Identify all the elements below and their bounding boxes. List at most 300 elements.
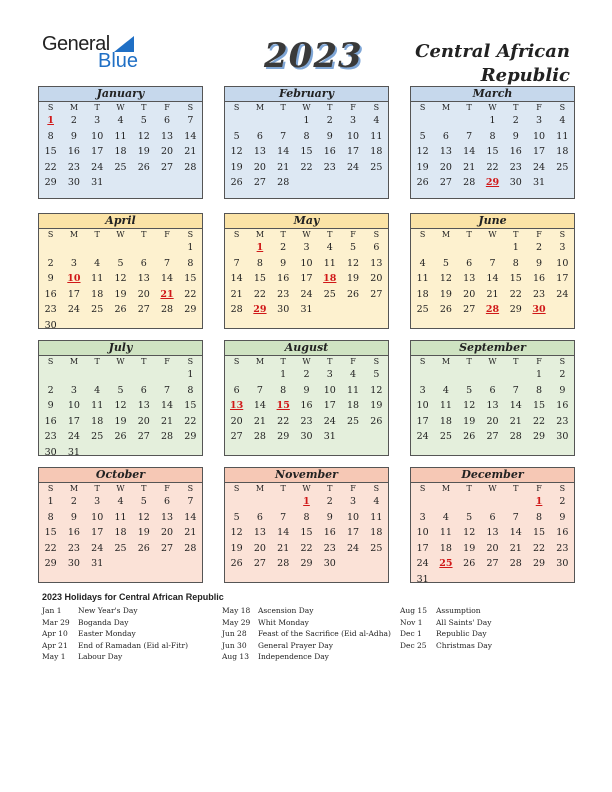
weekday-header: T — [141, 484, 147, 493]
holiday-column — [400, 606, 492, 652]
day-cell: 27 — [137, 304, 150, 316]
empty-cell — [179, 318, 202, 334]
weekday-header: F — [536, 230, 542, 239]
day-cell: 6 — [256, 130, 263, 142]
day-cell: 11 — [556, 130, 569, 142]
empty-cell — [411, 113, 434, 129]
holiday-item — [222, 629, 391, 641]
weekday-header: F — [164, 103, 170, 112]
day-cell: 18 — [91, 288, 104, 300]
day-cell: 22 — [44, 161, 57, 173]
weekday-header: T — [94, 103, 100, 112]
weekday-header: S — [233, 484, 240, 493]
day-cell: 4 — [559, 115, 566, 127]
day-cell: 22 — [300, 542, 313, 554]
weekday-header: M — [69, 357, 79, 366]
empty-cell — [132, 556, 155, 572]
weekday-header: T — [466, 484, 472, 493]
empty-cell — [109, 367, 132, 383]
day-cell: 24 — [556, 288, 569, 300]
day-cell: 14 — [509, 400, 522, 412]
empty-cell — [434, 240, 457, 256]
day-cell: 28 — [184, 542, 197, 554]
day-cell: 22 — [300, 161, 313, 173]
day-cell: 6 — [140, 257, 147, 269]
weekday-header: T — [327, 357, 333, 366]
holiday-date: Jun 28 — [222, 629, 247, 638]
weekday-header: F — [536, 103, 542, 112]
day-cell: 18 — [114, 527, 127, 539]
day-cell: 10 — [416, 400, 429, 412]
holiday-item — [42, 641, 188, 653]
day-cell: 25 — [556, 161, 569, 173]
day-cell: 28 — [277, 558, 290, 570]
empty-cell — [132, 175, 155, 191]
month-december — [410, 467, 575, 583]
empty-cell — [481, 572, 504, 588]
day-cell: 28 — [463, 177, 476, 189]
day-cell: 3 — [419, 384, 426, 396]
day-cell: 24 — [300, 288, 313, 300]
day-cell: 11 — [370, 511, 383, 523]
day-cell: 5 — [373, 369, 380, 381]
day-cell: 9 — [280, 257, 287, 269]
day-cell: 2 — [559, 496, 566, 508]
day-cell: 13 — [253, 527, 266, 539]
day-cell: 15 — [44, 146, 57, 158]
day-cell: 11 — [370, 130, 383, 142]
day-cell: 23 — [277, 288, 290, 300]
day-cell: 27 — [370, 288, 383, 300]
weekday-header: T — [94, 230, 100, 239]
day-cell: 4 — [117, 496, 124, 508]
day-cell: 26 — [137, 161, 150, 173]
empty-cell — [225, 494, 248, 510]
empty-cell — [155, 556, 178, 572]
day-cell: 1 — [187, 369, 194, 381]
weekday-header: S — [373, 103, 380, 112]
day-cell: 4 — [442, 511, 449, 523]
weekday-header: T — [141, 103, 147, 112]
month-title: July — [39, 341, 202, 356]
day-cell: 15 — [533, 400, 546, 412]
weekday-header: F — [164, 230, 170, 239]
empty-cell — [434, 367, 457, 383]
logo-general-text: General — [42, 33, 110, 55]
holiday-day-cell: 10 — [67, 273, 81, 285]
day-cell: 9 — [559, 384, 566, 396]
month-february — [224, 86, 389, 199]
day-cell: 6 — [256, 511, 263, 523]
empty-cell — [155, 445, 178, 461]
day-cell: 8 — [536, 384, 543, 396]
holiday-name: All Saints' Day — [436, 617, 492, 627]
weekday-header: S — [233, 357, 240, 366]
day-cell: 11 — [439, 400, 452, 412]
day-cell: 21 — [184, 527, 197, 539]
weekday-header: S — [559, 484, 566, 493]
day-cell: 16 — [323, 527, 336, 539]
day-cell: 2 — [559, 369, 566, 381]
day-cell: 25 — [370, 161, 383, 173]
weekday-header: M — [255, 103, 265, 112]
weekday-header: S — [47, 230, 54, 239]
day-cell: 23 — [67, 542, 80, 554]
day-cell: 18 — [556, 146, 569, 158]
holidays-list — [42, 592, 582, 661]
empty-cell — [551, 175, 574, 191]
day-cell: 4 — [373, 115, 380, 127]
day-cell: 27 — [161, 542, 174, 554]
day-cell: 28 — [277, 177, 290, 189]
day-cell: 8 — [536, 511, 543, 523]
weekday-header: S — [47, 357, 54, 366]
month-may — [224, 213, 389, 329]
day-cell: 11 — [114, 130, 127, 142]
weekday-header: T — [94, 357, 100, 366]
empty-cell — [504, 367, 527, 383]
day-cell: 17 — [300, 273, 313, 285]
day-cell: 8 — [47, 130, 54, 142]
weekday-header: W — [302, 103, 311, 112]
day-cell: 8 — [280, 384, 287, 396]
day-cell: 30 — [44, 446, 57, 458]
holiday-date: Apr 21 — [42, 640, 68, 650]
day-cell: 28 — [253, 431, 266, 443]
empty-cell — [109, 318, 132, 334]
day-cell: 27 — [463, 304, 476, 316]
day-cell: 7 — [466, 130, 473, 142]
day-cell: 27 — [137, 431, 150, 443]
holiday-day-cell: 18 — [323, 273, 337, 285]
day-cell: 6 — [442, 130, 449, 142]
day-cell: 26 — [463, 431, 476, 443]
day-cell: 16 — [556, 400, 569, 412]
day-cell: 9 — [47, 273, 54, 285]
day-cell: 7 — [280, 511, 287, 523]
day-cell: 30 — [556, 431, 569, 443]
empty-cell — [248, 367, 271, 383]
day-cell: 25 — [439, 431, 452, 443]
day-cell: 3 — [326, 369, 333, 381]
holiday-day-cell: 15 — [276, 400, 290, 412]
holiday-date: Dec 25 — [400, 640, 427, 650]
weekday-header: M — [441, 230, 451, 239]
holiday-day-cell: 1 — [256, 242, 264, 254]
day-cell: 15 — [300, 146, 313, 158]
day-cell: 5 — [117, 257, 124, 269]
day-cell: 9 — [326, 511, 333, 523]
day-cell: 16 — [67, 527, 80, 539]
day-cell: 29 — [184, 431, 197, 443]
weekday-header: W — [488, 484, 497, 493]
empty-cell — [109, 175, 132, 191]
empty-cell — [365, 302, 388, 318]
day-cell: 21 — [486, 288, 499, 300]
day-cell: 23 — [300, 415, 313, 427]
day-cell: 14 — [161, 273, 174, 285]
day-cell: 2 — [47, 384, 54, 396]
holiday-item — [222, 606, 391, 618]
holiday-date: May 29 — [222, 617, 251, 627]
day-cell: 11 — [91, 273, 104, 285]
holiday-day-cell: 28 — [485, 304, 500, 316]
day-cell: 19 — [137, 527, 150, 539]
empty-cell — [341, 429, 364, 445]
day-cell: 20 — [486, 415, 499, 427]
holiday-day-cell: 1 — [303, 496, 310, 508]
day-cell: 21 — [277, 161, 290, 173]
month-april — [38, 213, 203, 329]
month-october — [38, 467, 203, 583]
day-cell: 20 — [253, 542, 266, 554]
month-title: January — [39, 87, 202, 102]
holiday-day-cell: 29 — [485, 177, 500, 189]
day-cell: 3 — [70, 257, 77, 269]
day-cell: 2 — [512, 115, 519, 127]
weekday-header: T — [466, 357, 472, 366]
day-cell: 12 — [137, 511, 150, 523]
day-cell: 4 — [419, 257, 426, 269]
month-title: May — [225, 214, 388, 229]
day-cell: 2 — [70, 496, 77, 508]
day-cell: 30 — [67, 558, 80, 570]
day-cell: 20 — [463, 288, 476, 300]
day-cell: 4 — [326, 242, 333, 254]
weekday-header: F — [536, 484, 542, 493]
day-cell: 20 — [161, 146, 174, 158]
day-cell: 7 — [280, 130, 287, 142]
month-title: October — [39, 468, 202, 483]
month-june — [410, 213, 575, 329]
day-cell: 10 — [91, 511, 104, 523]
empty-cell — [365, 175, 388, 191]
holidays-title: 2023 Holidays for Central African Republic — [42, 592, 224, 602]
day-cell: 18 — [439, 542, 452, 554]
day-cell: 9 — [303, 384, 310, 396]
day-cell: 16 — [533, 273, 546, 285]
day-cell: 22 — [184, 288, 197, 300]
day-cell: 2 — [326, 115, 333, 127]
day-cell: 27 — [486, 431, 499, 443]
weekday-header: T — [327, 103, 333, 112]
weekday-header: S — [559, 357, 566, 366]
day-cell: 31 — [91, 558, 104, 570]
day-cell: 29 — [533, 431, 546, 443]
day-cell: 29 — [44, 558, 57, 570]
day-cell: 16 — [67, 146, 80, 158]
empty-cell — [86, 240, 109, 256]
day-cell: 25 — [114, 161, 127, 173]
day-cell: 7 — [256, 384, 263, 396]
holiday-item — [400, 606, 492, 618]
day-cell: 26 — [370, 415, 383, 427]
weekday-header: F — [536, 357, 542, 366]
day-cell: 15 — [253, 273, 266, 285]
weekday-header: T — [141, 357, 147, 366]
day-cell: 10 — [556, 257, 569, 269]
day-cell: 21 — [463, 161, 476, 173]
weekday-header: S — [187, 357, 194, 366]
day-cell: 14 — [230, 273, 243, 285]
day-cell: 22 — [533, 415, 546, 427]
day-cell: 20 — [486, 542, 499, 554]
weekday-header: T — [280, 484, 286, 493]
day-cell: 14 — [277, 146, 290, 158]
day-cell: 2 — [303, 369, 310, 381]
weekday-header: W — [116, 103, 125, 112]
empty-cell — [272, 113, 295, 129]
weekday-header: S — [233, 103, 240, 112]
empty-cell — [458, 240, 481, 256]
day-cell: 6 — [233, 384, 240, 396]
day-cell: 17 — [91, 146, 104, 158]
empty-cell — [132, 318, 155, 334]
day-cell: 25 — [91, 431, 104, 443]
day-cell: 15 — [509, 273, 522, 285]
day-cell: 20 — [230, 415, 243, 427]
day-cell: 19 — [439, 288, 452, 300]
empty-cell — [458, 572, 481, 588]
day-cell: 12 — [463, 527, 476, 539]
day-cell: 4 — [94, 384, 101, 396]
day-cell: 7 — [233, 257, 240, 269]
day-cell: 23 — [67, 161, 80, 173]
day-cell: 24 — [347, 161, 360, 173]
day-cell: 5 — [140, 496, 147, 508]
day-cell: 19 — [114, 415, 127, 427]
day-cell: 9 — [536, 257, 543, 269]
holiday-item — [42, 606, 188, 618]
empty-cell — [109, 240, 132, 256]
day-cell: 16 — [556, 527, 569, 539]
day-cell: 7 — [187, 496, 194, 508]
day-cell: 7 — [512, 384, 519, 396]
day-cell: 21 — [509, 415, 522, 427]
empty-cell — [132, 445, 155, 461]
day-cell: 12 — [114, 400, 127, 412]
day-cell: 13 — [161, 511, 174, 523]
day-cell: 25 — [370, 542, 383, 554]
month-title: June — [411, 214, 574, 229]
day-cell: 28 — [184, 161, 197, 173]
day-cell: 28 — [230, 304, 243, 316]
day-cell: 10 — [533, 130, 546, 142]
empty-cell — [318, 175, 341, 191]
day-cell: 13 — [463, 273, 476, 285]
day-cell: 22 — [277, 415, 290, 427]
weekday-header: W — [302, 357, 311, 366]
day-cell: 31 — [91, 177, 104, 189]
day-cell: 2 — [280, 242, 287, 254]
day-cell: 21 — [230, 288, 243, 300]
weekday-header: T — [327, 230, 333, 239]
day-cell: 22 — [44, 542, 57, 554]
day-cell: 2 — [70, 115, 77, 127]
empty-cell — [411, 494, 434, 510]
day-cell: 28 — [161, 304, 174, 316]
empty-cell — [434, 572, 457, 588]
day-cell: 18 — [114, 146, 127, 158]
day-cell: 17 — [67, 288, 80, 300]
day-cell: 8 — [256, 257, 263, 269]
day-cell: 24 — [416, 431, 429, 443]
empty-cell — [179, 175, 202, 191]
month-november — [224, 467, 389, 583]
weekday-header: M — [255, 230, 265, 239]
day-cell: 27 — [253, 177, 266, 189]
day-cell: 1 — [536, 369, 543, 381]
day-cell: 16 — [300, 400, 313, 412]
day-cell: 30 — [67, 177, 80, 189]
day-cell: 18 — [439, 415, 452, 427]
day-cell: 26 — [439, 304, 452, 316]
weekday-header: W — [302, 230, 311, 239]
day-cell: 13 — [439, 146, 452, 158]
day-cell: 25 — [91, 304, 104, 316]
day-cell: 14 — [486, 273, 499, 285]
day-cell: 17 — [67, 415, 80, 427]
day-cell: 1 — [280, 369, 287, 381]
month-september — [410, 340, 575, 456]
day-cell: 4 — [350, 369, 357, 381]
empty-cell — [132, 367, 155, 383]
empty-cell — [458, 494, 481, 510]
month-august — [224, 340, 389, 456]
weekday-header: S — [373, 357, 380, 366]
day-cell: 31 — [323, 431, 336, 443]
day-cell: 15 — [184, 273, 197, 285]
day-cell: 8 — [187, 257, 194, 269]
day-cell: 31 — [533, 177, 546, 189]
day-cell: 24 — [91, 542, 104, 554]
holiday-date: Nov 1 — [400, 617, 423, 627]
holiday-name: Independence Day — [258, 652, 329, 661]
day-cell: 17 — [347, 527, 360, 539]
day-cell: 2 — [47, 257, 54, 269]
day-cell: 26 — [463, 558, 476, 570]
day-cell: 7 — [512, 511, 519, 523]
empty-cell — [341, 302, 364, 318]
day-cell: 3 — [559, 242, 566, 254]
weekday-header: M — [69, 484, 79, 493]
holiday-name: Boganda Day — [78, 617, 129, 627]
day-cell: 3 — [70, 384, 77, 396]
weekday-header: M — [255, 484, 265, 493]
day-cell: 4 — [373, 496, 380, 508]
day-cell: 21 — [277, 542, 290, 554]
empty-cell — [365, 556, 388, 572]
day-cell: 4 — [442, 384, 449, 396]
country-line-2: Republic — [480, 65, 570, 86]
weekday-header: S — [187, 484, 194, 493]
empty-cell — [109, 556, 132, 572]
day-cell: 22 — [486, 161, 499, 173]
day-cell: 5 — [419, 130, 426, 142]
day-cell: 20 — [439, 161, 452, 173]
day-cell: 10 — [323, 384, 336, 396]
month-march — [410, 86, 575, 199]
day-cell: 15 — [184, 400, 197, 412]
day-cell: 19 — [114, 288, 127, 300]
day-cell: 13 — [370, 257, 383, 269]
holiday-day-cell: 29 — [253, 304, 267, 316]
day-cell: 27 — [486, 558, 499, 570]
day-cell: 5 — [466, 511, 473, 523]
day-cell: 23 — [556, 415, 569, 427]
empty-cell — [155, 367, 178, 383]
day-cell: 14 — [253, 400, 266, 412]
